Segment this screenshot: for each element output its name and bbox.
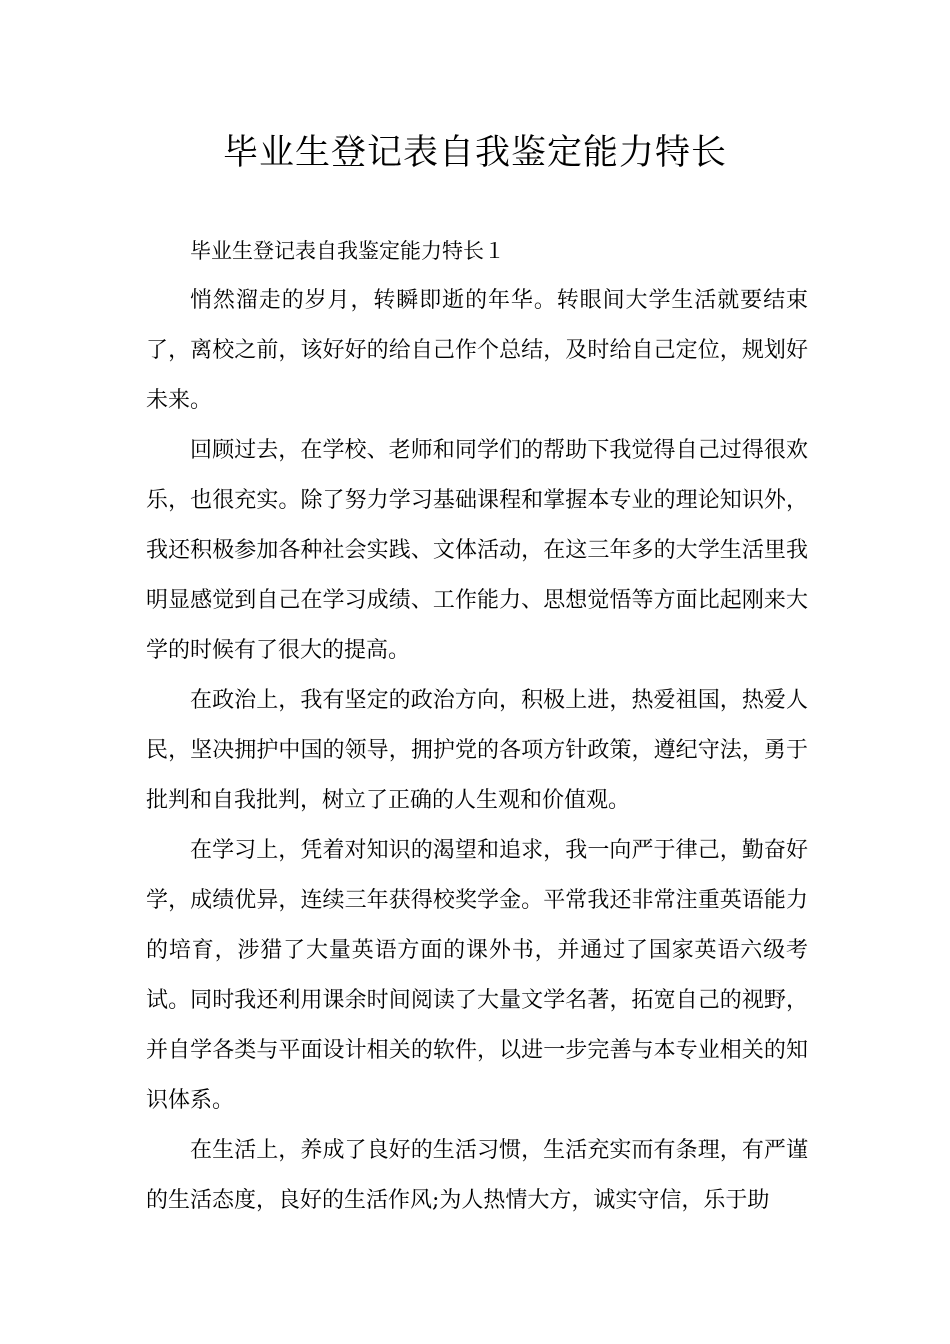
section-heading: 毕业生登记表自我鉴定能力特长１ bbox=[190, 239, 505, 263]
paragraph-life: 在生活上，养成了良好的生活习惯，生活充实而有条理，有严谨的生活态度，良好的生活作风;为人热情大方，诚实守信，乐于助 bbox=[146, 1138, 808, 1213]
paragraph-intro: 悄然溜走的岁月，转瞬即逝的年华。转眼间大学生活就要结束了，离校之前，该好好的给自己作个总结，及时给自己定位，规划好未来。 bbox=[146, 288, 808, 413]
paragraph-politics: 在政治上，我有坚定的政治方向，积极上进，热爱祖国，热爱人民，坚决拥护中国的领导，拥护党的各项方针政策，遵纪守法，勇于批判和自我批判，树立了正确的人生观和价值观。 bbox=[146, 688, 808, 813]
paragraph-review: 回顾过去，在学校、老师和同学们的帮助下我觉得自己过得很欢乐，也很充实。除了努力学习基础课程和掌握本专业的理论知识外，我还积极参加各种社会实践、文体活动，在这三年多的大学生活里我明显感觉到自己在学习成绩、工作能力、思想觉悟等方面比起刚来大学的时候有了很大的提高。 bbox=[146, 438, 808, 663]
document-title: 毕业生登记表自我鉴定能力特长 bbox=[222, 133, 727, 173]
paragraph-study: 在学习上，凭着对知识的渴望和追求，我一向严于律己，勤奋好学，成绩优异，连续三年获得校奖学金。平常我还非常注重英语能力的培育，涉猎了大量英语方面的课外书，并通过了国家英语六级考试。同时我还利用课余时间阅读了大量文学名著，拓宽自己的视野，并自学各类与平面设计相关的软件，以进一步完善与本专业相关的知识体系。 bbox=[146, 838, 808, 1113]
document-body bbox=[146, 226, 808, 1226]
